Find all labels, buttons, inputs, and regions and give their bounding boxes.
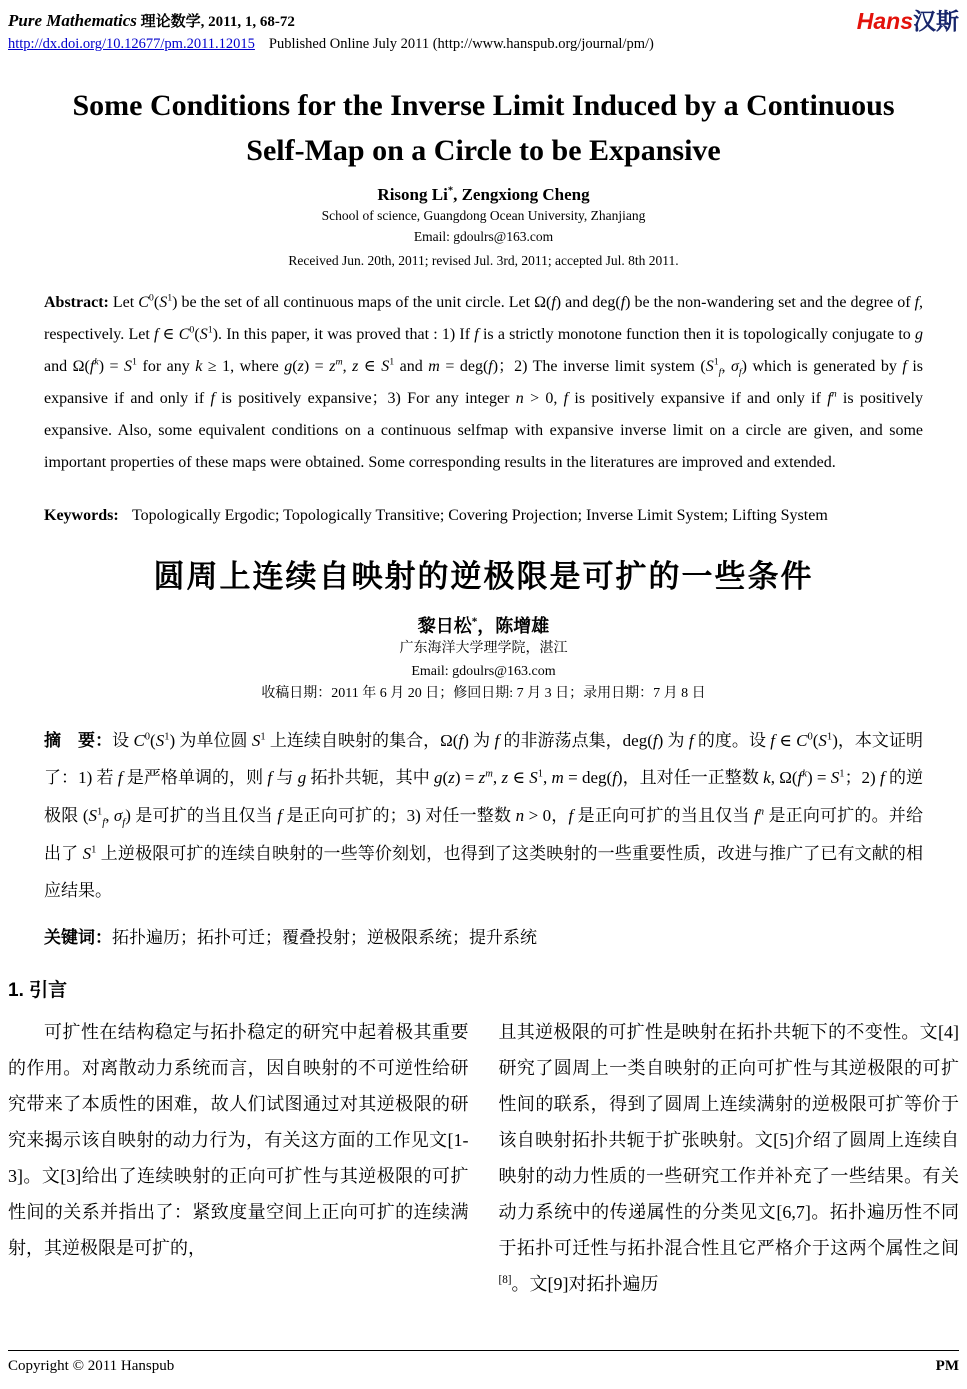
- doi-link[interactable]: http://dx.doi.org/10.12677/pm.2011.12015: [8, 36, 255, 52]
- keywords-label-cn: 关键词：: [44, 928, 112, 948]
- received-dates-en: Received Jun. 20th, 2011; revised Jul. 3rd, 2011; accepted Jul. 8th 2011.: [288, 252, 679, 268]
- keywords-cn: [44, 922, 923, 954]
- column-left: [8, 1014, 469, 1302]
- abstract-text-en: Let $C^0(S^1)$ be the set of all continuous maps of the unit circle. Let Ω(f) and deg(f) be the non-wandering set and the degree of f, respectively. Let f ∈ $C^0(S^1)$. In this paper, it was proved that : 1) If f is a strictly monotone function then it is topologically conjugate to g and $\Omega(f^k) = S^1$ for any k ≥ 1, where $g(z) = z^m$, z ∈ $S^1$ and m = deg(f)；2) The inverse limit system ($S^1_f$, $\sigma_f$) which is generated by f is expansive if and only if f is positively expansive；3) For any integer n > 0, f is positively expansive if and only if $f^n$ is positively expansive. Also, some equivalent conditions on a continuous selfmap with expansive inverse limit on a circle are given, and some important properties of these maps were obtained. Some corresponding results in the literatures are improved and extended.: [44, 292, 924, 471]
- published-info: Published Online July 2011 (http://www.hanspub.org/journal/pm/): [268, 36, 654, 52]
- affiliation-cn: 广东海洋大学理学院，湛江: [399, 641, 568, 657]
- abstract-label-cn: 摘 要：: [44, 730, 113, 750]
- copyright-text: Copyright © 2011 Hanspub: [8, 1358, 175, 1374]
- authors-en: Risong Li*, Zengxiong Cheng: [377, 185, 590, 204]
- column-right: [499, 1014, 960, 1302]
- article-title-en: Some Conditions for the Inverse Limit Induced by a Continuous Self-Map on a Circle to be Expansive: [72, 89, 895, 167]
- authors-cn: 黎日松*，陈增雄: [417, 616, 550, 637]
- journal-header-line2: [8, 36, 959, 53]
- abstract-en: [44, 287, 923, 479]
- journal-title: Pure Mathematics: [8, 11, 137, 30]
- hans-logo-cn: 汉斯: [913, 8, 959, 34]
- keywords-text-cn: 拓扑遍历；拓扑可迁；覆叠投射；逆极限系统；提升系统: [112, 928, 537, 948]
- journal-header: [8, 10, 959, 33]
- paragraph-intro-left: 可扩性在结构稳定与拓扑稳定的研究中起着极其重要的作用。对离散动力系统而言，因自映射的不可逆性给研究带来了本质性的困难，故人们试图通过对其逆极限的研究来揭示该自映射的动力行为，有关这方面的工作见文[1-3]。文[3]给出了连续映射的正向可扩性与其逆极限的可扩性间的关系并指出了：紧致度量空间上正向可扩的连续满射，其逆极限是可扩的，: [8, 1021, 469, 1258]
- email-en: Email: gdoulrs@163.com: [413, 229, 554, 245]
- journal-abbr: PM: [935, 1358, 959, 1374]
- keywords-label-en: Keywords:: [44, 506, 119, 524]
- submission-dates-cn: 收稿日期：2011 年 6 月 20 日；修回日期: 7 月 3 日；录用日期：7 月 8 日: [261, 686, 706, 702]
- journal-issue-info: 理论数学, 2011, 1, 68-72: [140, 14, 295, 30]
- page-footer: [8, 1350, 959, 1383]
- keywords-en: [44, 501, 923, 531]
- abstract-cn: [44, 722, 923, 911]
- article-title-cn: 圆周上连续自映射的逆极限是可扩的一些条件: [153, 559, 814, 595]
- paragraph-intro-right: 且其逆极限的可扩性是映射在拓扑共轭下的不变性。文[4]研究了圆周上一类自映射的正向可扩性与其逆极限的可扩性间的联系，得到了圆周上连续满射的逆极限可扩等价于该自映射拓扑共轭于扩张映射。文[5]介绍了圆周上连续自映射的动力性质的一些研究工作并补充了一些结果。有关动力系统中的传递属性的分类见文[6,7]。拓扑遍历性不同于拓扑可迁性与拓扑混合性且它严格介于这两个属性之间[8]。文[9]对拓扑遍历: [498, 1021, 959, 1294]
- two-column-body: [8, 1014, 959, 1302]
- abstract-label-en: Abstract:: [44, 293, 109, 311]
- email-cn: Email: gdoulrs@163.com: [411, 663, 556, 679]
- hans-logo-en: Hans: [856, 8, 913, 34]
- abstract-text-cn: 设 $C^0(S^1)$ 为单位圆 $S^1$ 上连续自映射的集合，Ω(f) 为 f 的非游荡点集，deg(f) 为 f 的度。设 f ∈ $C^0(S^1)$，本文证明了：1) 若 f 是严格单调的，则 f 与 g 拓扑共轭，其中 $g(z) = z^m$, z ∈ $S^1$, m = deg(f)，且对任一正整数 k, $\Omega(f^k) = S^1$；2) f 的逆极限 ($S^1_f$, $\sigma_f$) 是可扩的当且仅当 f 是正向可扩的；3) 对任一整数 n > 0，f 是正向可扩的当且仅当 $f^n$ 是正向可扩的。并给出了 $S^1$ 上逆极限可扩的连续自映射的一些等价刻划，也得到了这类映射的一些重要性质，改进与推广了已有文献的相应结果。: [44, 730, 924, 901]
- keywords-text-en: Topologically Ergodic; Topologically Transitive; Covering Projection; Inverse Limit System; Lifting System: [132, 506, 828, 524]
- section-1-heading: 1. 引言: [8, 979, 68, 1001]
- affiliation-en: School of science, Guangdong Ocean University, Zhanjiang: [321, 208, 646, 223]
- journal-header-left: [8, 10, 295, 31]
- hans-logo: [857, 10, 959, 33]
